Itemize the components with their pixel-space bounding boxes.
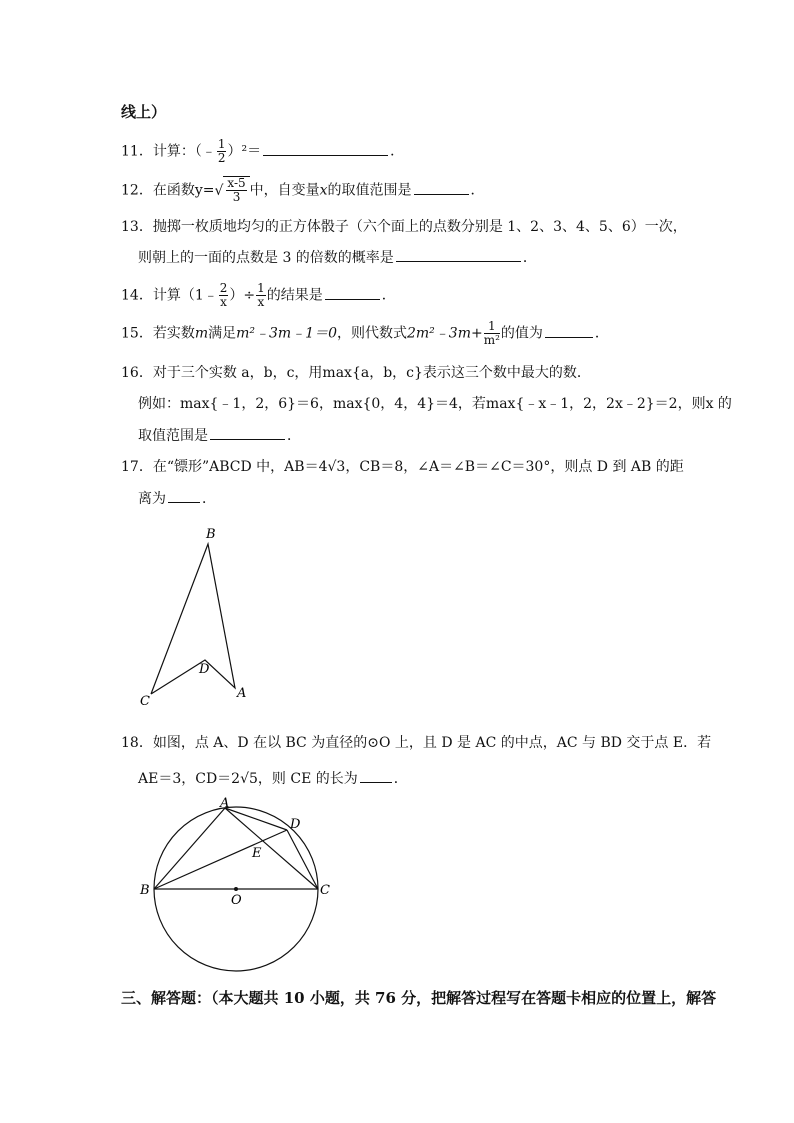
label-d: D — [290, 817, 301, 832]
label-b: B — [140, 883, 150, 898]
frac-num: 1 — [217, 137, 226, 151]
q12-text: 在函数 — [152, 182, 195, 199]
q15-equation: m²﹣3m﹣1＝0 — [236, 325, 337, 342]
frac-den: x — [220, 295, 227, 309]
q17-line1: 在“镖形”ABCD 中，AB＝4√3，CB＝8，∠A＝∠B＝∠C＝30°，则点 D 到 AB 的距 — [152, 459, 684, 475]
q15-var: m — [194, 325, 209, 342]
question-number: 12． — [121, 182, 153, 199]
question-number: 17． — [121, 459, 153, 475]
label-d: D — [199, 662, 210, 677]
question-number: 16． — [121, 365, 153, 381]
label-a: A — [237, 686, 247, 701]
q12-end: ． — [470, 182, 485, 199]
chord-dc — [287, 830, 318, 889]
frac-den: m² — [483, 333, 500, 347]
frac-num: 1 — [484, 320, 500, 334]
question-number: 11． — [121, 143, 153, 160]
label-b: B — [206, 527, 216, 542]
question-number: 14． — [121, 287, 153, 304]
q15-expression: 2m²﹣3m+ — [407, 325, 483, 342]
q16-line3: 取值范围是 — [138, 428, 208, 444]
q17-line2: 离为 — [138, 491, 166, 507]
q12-text-b: 中，自变量 — [249, 182, 320, 199]
q11-text-b: ）²＝ — [227, 143, 262, 160]
section-3-heading: 三、解答题：（本大题共 10 小题，共 76 分，把解答过程写在答题卡相应的位置上，解答 — [121, 989, 717, 1007]
question-number: 18． — [121, 735, 153, 751]
q14-text-b: ）÷ — [229, 287, 256, 304]
chord-bd — [154, 830, 287, 889]
label-e: E — [252, 846, 262, 861]
q15-text-d: 的值为 — [500, 325, 543, 342]
frac-num: 2 — [219, 281, 228, 295]
q18-line2: AE＝3，CD＝2√5，则 CE 的长为 — [138, 771, 358, 787]
q15-text-b: 满足 — [208, 325, 237, 342]
q16-end: ． — [287, 428, 301, 444]
frac-den: 3 — [232, 190, 241, 204]
q18-end: ． — [393, 771, 408, 787]
q12-text-c: 的取值范围是 — [327, 182, 412, 199]
q14-text: 计算（1﹣ — [152, 287, 218, 304]
q18-line1: 如图，点 A、D 在以 BC 为直径的⊙O 上，且 D 是 AC 的中点，AC 与 BD 交于点 E．若 — [152, 735, 712, 751]
q14-text-c: 的结果是 — [266, 287, 323, 304]
label-c: C — [140, 694, 150, 709]
q12-y: y= — [194, 182, 215, 199]
label-c: C — [320, 883, 330, 898]
question-number: 13． — [121, 219, 153, 235]
q13-end: ． — [522, 250, 537, 266]
q11-text: 计算：（﹣ — [152, 143, 216, 160]
q12-var: x — [319, 182, 328, 199]
section-heading-tail: 线上） — [121, 103, 167, 121]
frac-num: x-5 — [227, 176, 246, 190]
q15-end: ． — [594, 325, 609, 342]
frac-den: 2 — [217, 151, 226, 165]
frac-den: x — [257, 295, 265, 309]
chord-ac — [225, 808, 318, 889]
center-point — [234, 887, 238, 891]
q13-line2: 则朝上的一面的点数是 3 的倍数的概率是 — [138, 250, 394, 266]
label-a: A — [220, 796, 230, 811]
q13-line1: 抛掷一枚质地均匀的正方体骰子（六个面上的点数分别是 1、2、3、4、5、6）一次， — [152, 219, 687, 235]
q16-line2: 例如：max{﹣1，2，6}＝6，max{0，4，4}＝4，若max{﹣x﹣1，2，2x﹣2}＝2，则x 的 — [138, 396, 732, 412]
q15-text: 若实数 — [152, 325, 195, 342]
question-number: 15． — [121, 325, 153, 342]
q15-text-c: ，则代数式 — [337, 325, 407, 342]
q17-end: ． — [202, 491, 216, 507]
q14-end: ． — [381, 287, 396, 304]
q16-line1: 对于三个实数 a，b，c，用max{a，b，c}表示这三个数中最大的数． — [152, 365, 591, 381]
frac-num: 1 — [257, 281, 265, 295]
radical-icon: √ — [214, 182, 224, 199]
label-o: O — [231, 893, 242, 908]
q11-end: ． — [390, 143, 405, 160]
